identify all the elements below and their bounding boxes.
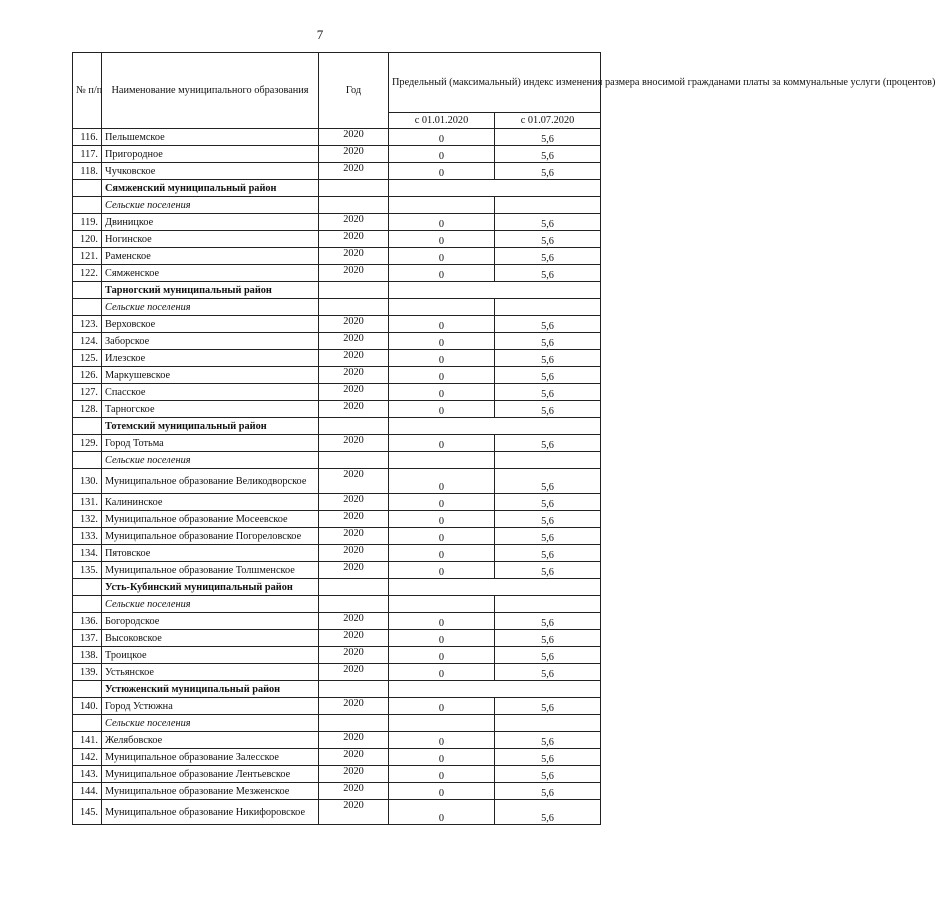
index-2020-07: 5,6 xyxy=(495,545,601,562)
municipality-name: Желябовское xyxy=(102,732,319,749)
municipality-name: Маркушевское xyxy=(102,367,319,384)
index-2020-01: 0 xyxy=(389,494,495,511)
index-2020-07: 5,6 xyxy=(495,163,601,180)
subgroup-name: Сельские поселения xyxy=(102,299,319,316)
value-empty xyxy=(495,197,601,214)
district-row xyxy=(73,681,601,698)
year-empty xyxy=(319,452,389,469)
index-2020-01: 0 xyxy=(389,783,495,800)
municipality-name: Раменское xyxy=(102,248,319,265)
index-2020-01: 0 xyxy=(389,146,495,163)
index-2020-07: 5,6 xyxy=(495,732,601,749)
index-2020-07: 5,6 xyxy=(495,367,601,384)
table-row xyxy=(73,732,601,749)
year-cell: 2020 xyxy=(319,146,389,163)
table-row xyxy=(73,214,601,231)
row-number: 123. xyxy=(73,316,102,333)
index-2020-07: 5,6 xyxy=(495,494,601,511)
district-name: Тотемский муниципальный район xyxy=(102,418,319,435)
subgroup-name: Сельские поселения xyxy=(102,715,319,732)
value-empty xyxy=(389,452,495,469)
index-2020-07: 5,6 xyxy=(495,435,601,452)
index-2020-07: 5,6 xyxy=(495,248,601,265)
table-row xyxy=(73,630,601,647)
year-empty xyxy=(319,282,389,299)
index-2020-01: 0 xyxy=(389,732,495,749)
district-row xyxy=(73,418,601,435)
table-row xyxy=(73,749,601,766)
subgroup-row xyxy=(73,299,601,316)
row-num-empty xyxy=(73,681,102,698)
municipality-name: Калининское xyxy=(102,494,319,511)
subgroup-row xyxy=(73,197,601,214)
tariff-index-table xyxy=(72,52,935,825)
year-cell: 2020 xyxy=(319,613,389,630)
year-cell: 2020 xyxy=(319,384,389,401)
table-row xyxy=(73,613,601,630)
table-row xyxy=(73,766,601,783)
table-row xyxy=(73,562,601,579)
index-2020-07: 5,6 xyxy=(495,384,601,401)
value-empty xyxy=(495,299,601,316)
index-2020-01: 0 xyxy=(389,613,495,630)
index-2020-07: 5,6 xyxy=(495,766,601,783)
municipality-name: Муниципальное образование Погореловское xyxy=(102,528,319,545)
row-number: 126. xyxy=(73,367,102,384)
year-empty xyxy=(319,299,389,316)
index-2020-07: 5,6 xyxy=(495,265,601,282)
index-2020-07: 5,6 xyxy=(495,146,601,163)
index-2020-01: 0 xyxy=(389,163,495,180)
index-2020-01: 0 xyxy=(389,664,495,681)
municipality-name: Чучковское xyxy=(102,163,319,180)
municipality-name: Пригородное xyxy=(102,146,319,163)
value-empty xyxy=(495,596,601,613)
year-cell: 2020 xyxy=(319,647,389,664)
municipality-name: Заборское xyxy=(102,333,319,350)
municipality-name: Ногинское xyxy=(102,231,319,248)
index-2020-01: 0 xyxy=(389,265,495,282)
table-row xyxy=(73,231,601,248)
year-empty xyxy=(319,715,389,732)
table-row xyxy=(73,248,601,265)
row-number: 119. xyxy=(73,214,102,231)
row-num-empty xyxy=(73,180,102,197)
year-cell: 2020 xyxy=(319,766,389,783)
index-2020-07: 5,6 xyxy=(495,511,601,528)
municipality-name: Илезское xyxy=(102,350,319,367)
municipality-name: Высоковское xyxy=(102,630,319,647)
year-empty xyxy=(319,197,389,214)
value-empty xyxy=(389,596,495,613)
row-number: 138. xyxy=(73,647,102,664)
index-2020-01: 0 xyxy=(389,469,495,494)
year-cell: 2020 xyxy=(319,749,389,766)
district-name: Тарногский муниципальный район xyxy=(102,282,319,299)
year-cell: 2020 xyxy=(319,630,389,647)
value-empty xyxy=(389,299,495,316)
value-empty xyxy=(389,197,495,214)
municipality-name: Тарногское xyxy=(102,401,319,418)
municipality-name: Сямженское xyxy=(102,265,319,282)
year-cell: 2020 xyxy=(319,562,389,579)
year-cell: 2020 xyxy=(319,401,389,418)
index-2020-07: 5,6 xyxy=(495,664,601,681)
year-cell: 2020 xyxy=(319,469,389,494)
year-cell: 2020 xyxy=(319,129,389,146)
row-number: 139. xyxy=(73,664,102,681)
year-cell: 2020 xyxy=(319,494,389,511)
district-row xyxy=(73,579,601,596)
municipality-name: Спасское xyxy=(102,384,319,401)
table-row xyxy=(73,783,601,800)
table-row xyxy=(73,664,601,681)
index-2020-07: 5,6 xyxy=(495,469,601,494)
municipality-name: Город Устюжна xyxy=(102,698,319,715)
year-empty xyxy=(319,418,389,435)
subgroup-name: Сельские поселения xyxy=(102,596,319,613)
subgroup-row xyxy=(73,715,601,732)
municipality-name: Муниципальное образование Залесское xyxy=(102,749,319,766)
row-number: 141. xyxy=(73,732,102,749)
table-body xyxy=(73,129,601,825)
table-row xyxy=(73,528,601,545)
table-row xyxy=(73,469,601,494)
header-name: Наименование муниципального образования xyxy=(102,53,319,129)
index-2020-01: 0 xyxy=(389,367,495,384)
year-cell: 2020 xyxy=(319,511,389,528)
row-num-empty xyxy=(73,715,102,732)
year-cell: 2020 xyxy=(319,435,389,452)
municipality-name: Муниципальное образование Никифоровское xyxy=(102,800,319,825)
header-index: Предельный (максимальный) индекс изменения размера вносимой гражданами платы за коммунальные услуги (процентов) xyxy=(389,53,601,113)
table-row xyxy=(73,163,601,180)
district-row xyxy=(73,282,601,299)
district-name: Сямженский муниципальный район xyxy=(102,180,319,197)
year-cell: 2020 xyxy=(319,800,389,825)
index-2020-07: 5,6 xyxy=(495,562,601,579)
index-2020-07: 5,6 xyxy=(495,749,601,766)
table-row xyxy=(73,401,601,418)
index-2020-01: 0 xyxy=(389,401,495,418)
year-cell: 2020 xyxy=(319,333,389,350)
index-2020-07: 5,6 xyxy=(495,698,601,715)
municipality-name: Муниципальное образование Мезженское xyxy=(102,783,319,800)
index-2020-01: 0 xyxy=(389,630,495,647)
row-number: 137. xyxy=(73,630,102,647)
year-cell: 2020 xyxy=(319,732,389,749)
index-2020-01: 0 xyxy=(389,647,495,664)
row-num-empty xyxy=(73,282,102,299)
year-cell: 2020 xyxy=(319,367,389,384)
index-2020-07: 5,6 xyxy=(495,783,601,800)
index-2020-01: 0 xyxy=(389,766,495,783)
row-number: 125. xyxy=(73,350,102,367)
municipality-name: Пельшемское xyxy=(102,129,319,146)
row-num-empty xyxy=(73,596,102,613)
municipality-name: Троицкое xyxy=(102,647,319,664)
index-2020-01: 0 xyxy=(389,316,495,333)
subgroup-row xyxy=(73,452,601,469)
table-row xyxy=(73,384,601,401)
table-row xyxy=(73,146,601,163)
index-2020-01: 0 xyxy=(389,545,495,562)
row-num-empty xyxy=(73,579,102,596)
district-name: Устюженский муниципальный район xyxy=(102,681,319,698)
municipality-name: Муниципальное образование Лентьевское xyxy=(102,766,319,783)
row-num-empty xyxy=(73,299,102,316)
year-cell: 2020 xyxy=(319,214,389,231)
row-number: 124. xyxy=(73,333,102,350)
row-number: 118. xyxy=(73,163,102,180)
value-empty xyxy=(495,715,601,732)
table-row xyxy=(73,435,601,452)
value-empty xyxy=(389,681,601,698)
year-empty xyxy=(319,681,389,698)
year-cell: 2020 xyxy=(319,664,389,681)
year-cell: 2020 xyxy=(319,350,389,367)
header-year: Год xyxy=(319,53,389,129)
row-number: 140. xyxy=(73,698,102,715)
index-2020-07: 5,6 xyxy=(495,528,601,545)
year-cell: 2020 xyxy=(319,265,389,282)
table-row xyxy=(73,800,601,825)
value-empty xyxy=(495,452,601,469)
row-number: 142. xyxy=(73,749,102,766)
table-row xyxy=(73,265,601,282)
index-2020-01: 0 xyxy=(389,384,495,401)
year-cell: 2020 xyxy=(319,163,389,180)
year-cell: 2020 xyxy=(319,248,389,265)
year-empty xyxy=(319,579,389,596)
year-cell: 2020 xyxy=(319,316,389,333)
row-number: 127. xyxy=(73,384,102,401)
row-number: 120. xyxy=(73,231,102,248)
row-number: 128. xyxy=(73,401,102,418)
municipality-name: Пятовское xyxy=(102,545,319,562)
row-number: 129. xyxy=(73,435,102,452)
index-2020-01: 0 xyxy=(389,231,495,248)
index-2020-07: 5,6 xyxy=(495,401,601,418)
year-cell: 2020 xyxy=(319,698,389,715)
index-2020-07: 5,6 xyxy=(495,333,601,350)
index-2020-01: 0 xyxy=(389,129,495,146)
municipality-name: Богородское xyxy=(102,613,319,630)
index-2020-01: 0 xyxy=(389,350,495,367)
row-number: 116. xyxy=(73,129,102,146)
table-row xyxy=(73,698,601,715)
index-2020-01: 0 xyxy=(389,511,495,528)
municipality-name: Город Тотьма xyxy=(102,435,319,452)
table-row xyxy=(73,350,601,367)
subgroup-name: Сельские поселения xyxy=(102,197,319,214)
index-2020-07: 5,6 xyxy=(495,630,601,647)
index-2020-07: 5,6 xyxy=(495,613,601,630)
table-row xyxy=(73,333,601,350)
value-empty xyxy=(389,282,601,299)
index-2020-01: 0 xyxy=(389,248,495,265)
municipality-name: Муниципальное образование Мосеевское xyxy=(102,511,319,528)
year-cell: 2020 xyxy=(319,231,389,248)
table-row xyxy=(73,511,601,528)
row-number: 143. xyxy=(73,766,102,783)
year-empty xyxy=(319,596,389,613)
index-2020-07: 5,6 xyxy=(495,350,601,367)
row-number: 131. xyxy=(73,494,102,511)
value-empty xyxy=(389,715,495,732)
table-row xyxy=(73,494,601,511)
index-2020-01: 0 xyxy=(389,749,495,766)
header-num: № п/п xyxy=(73,53,102,129)
district-row xyxy=(73,180,601,197)
row-num-empty xyxy=(73,452,102,469)
municipality-name: Муниципальное образование Толшменское xyxy=(102,562,319,579)
value-empty xyxy=(389,418,601,435)
index-2020-01: 0 xyxy=(389,435,495,452)
index-2020-01: 0 xyxy=(389,698,495,715)
table-row xyxy=(73,545,601,562)
row-number: 133. xyxy=(73,528,102,545)
index-2020-07: 5,6 xyxy=(495,800,601,825)
subgroup-row xyxy=(73,596,601,613)
header-date-2: с 01.07.2020 xyxy=(495,113,601,129)
page-number: 7 xyxy=(316,27,324,42)
row-number: 145. xyxy=(73,800,102,825)
row-num-empty xyxy=(73,418,102,435)
index-2020-01: 0 xyxy=(389,562,495,579)
index-2020-01: 0 xyxy=(389,214,495,231)
row-number: 132. xyxy=(73,511,102,528)
year-cell: 2020 xyxy=(319,783,389,800)
row-number: 134. xyxy=(73,545,102,562)
municipality-name: Верховское xyxy=(102,316,319,333)
subgroup-name: Сельские поселения xyxy=(102,452,319,469)
row-number: 122. xyxy=(73,265,102,282)
value-empty xyxy=(389,180,601,197)
row-number: 121. xyxy=(73,248,102,265)
header-date-1: с 01.01.2020 xyxy=(389,113,495,129)
table-row xyxy=(73,367,601,384)
table-row xyxy=(73,647,601,664)
year-cell: 2020 xyxy=(319,528,389,545)
year-empty xyxy=(319,180,389,197)
index-2020-01: 0 xyxy=(389,333,495,350)
municipality-name: Двиницкое xyxy=(102,214,319,231)
row-number: 130. xyxy=(73,469,102,494)
table-row xyxy=(73,129,601,146)
row-number: 135. xyxy=(73,562,102,579)
index-2020-01: 0 xyxy=(389,528,495,545)
index-2020-07: 5,6 xyxy=(495,647,601,664)
year-cell: 2020 xyxy=(319,545,389,562)
index-2020-07: 5,6 xyxy=(495,316,601,333)
municipality-name: Муниципальное образование Великодворское xyxy=(102,469,319,494)
value-empty xyxy=(389,579,601,596)
row-number: 117. xyxy=(73,146,102,163)
index-2020-07: 5,6 xyxy=(495,214,601,231)
municipality-name: Устьянское xyxy=(102,664,319,681)
index-2020-07: 5,6 xyxy=(495,231,601,248)
index-2020-07: 5,6 xyxy=(495,129,601,146)
row-number: 136. xyxy=(73,613,102,630)
district-name: Усть-Кубинский муниципальный район xyxy=(102,579,319,596)
row-num-empty xyxy=(73,197,102,214)
table-row xyxy=(73,316,601,333)
row-number: 144. xyxy=(73,783,102,800)
index-2020-01: 0 xyxy=(389,800,495,825)
